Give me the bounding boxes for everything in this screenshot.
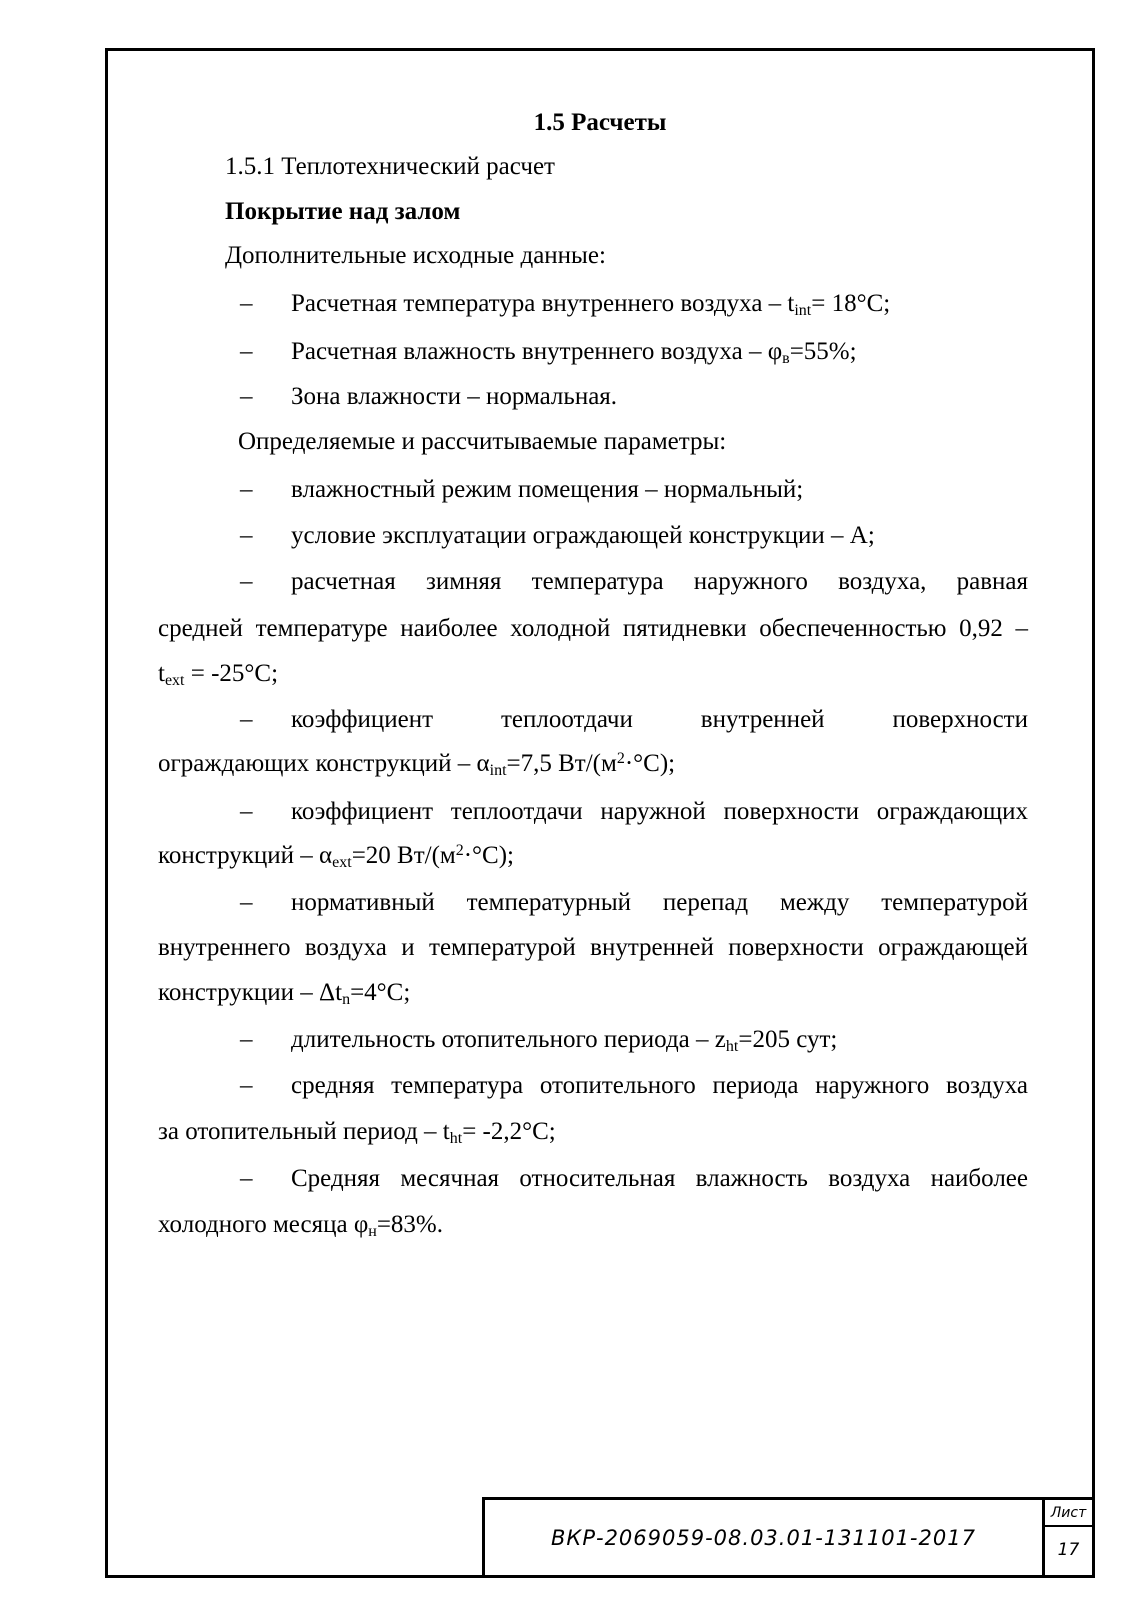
list-dash: –: [240, 476, 253, 503]
list-item: нормативный температурный перепад между температурой: [291, 889, 1028, 916]
list-item: коэффициент теплоотдачи внутренней поверхности: [291, 706, 1028, 733]
list-item-continued: конструкции – $\Delta t_n=4^\circ С$;: [158, 979, 411, 1008]
list-item: Средняя месячная относительная влажность воздуха наиболее: [291, 1165, 1028, 1192]
list-item: Расчетная температура внутреннего воздуха – $t_{int}= 18^\circ С$;: [291, 290, 891, 319]
list-dash: –: [240, 706, 253, 733]
list-dash: –: [240, 338, 253, 365]
list-dash: –: [240, 889, 253, 916]
list-item: коэффициент теплоотдачи наружной поверхности ограждающих: [291, 798, 1028, 825]
list-item-continued: ограждающих конструкций – $\alpha_{int}=7,5$ $Вт/(м^2\cdot^\circ С)$;: [158, 750, 676, 779]
list-item: условие эксплуатации ограждающей конструкции – А;: [291, 522, 875, 549]
list-dash: –: [240, 1072, 253, 1099]
list-item-continued: конструкций – $\alpha_{ext}=20$ $Вт/(м^2\cdot^\circ С)$;: [158, 842, 515, 871]
list-item-continued: внутреннего воздуха и температурой внутренней поверхности ограждающей: [158, 934, 1028, 961]
list-item-continued: холодного месяца $\varphi_н=83\%$.: [158, 1211, 443, 1240]
list-item: средняя температура отопительного периода наружного воздуха: [291, 1072, 1028, 1099]
list-dash: –: [240, 1026, 253, 1053]
sheet-number: 17: [1057, 1540, 1080, 1560]
list-item-continued: средней температуре наиболее холодной пятидневки обеспеченностью 0,92 –: [158, 615, 1028, 642]
list-dash: –: [240, 383, 253, 410]
list-dash: –: [240, 568, 253, 595]
list-item-continued: $t_{ext} = -25^\circ С$;: [158, 660, 279, 689]
list-item: Зона влажности – нормальная.: [291, 383, 618, 410]
list-item: влажностный режим помещения – нормальный;: [291, 476, 804, 503]
sheet-label: Лист: [1045, 1500, 1092, 1527]
list-item: расчетная зимняя температура наружного воздуха, равная: [291, 568, 1028, 595]
subsection-heading: 1.5.1 Теплотехнический расчет: [225, 153, 555, 180]
section-title: Покрытие над залом: [225, 198, 461, 225]
title-block: [482, 1497, 1092, 1576]
params-title: Определяемые и рассчитываемые параметры:: [238, 428, 727, 455]
list-dash: –: [240, 290, 253, 317]
list-dash: –: [240, 798, 253, 825]
list-item-continued: за отопительный период – $t_{ht}= -2,2^\circ С$;: [158, 1118, 556, 1147]
extra-data-title: Дополнительные исходные данные:: [225, 242, 606, 269]
list-item: Расчетная влажность внутреннего воздуха – $\varphi_в=55\%$;: [291, 338, 857, 367]
list-dash: –: [240, 1165, 253, 1192]
document-code: ВКР-2069059-08.03.01-131101-2017: [551, 1526, 976, 1550]
list-dash: –: [240, 522, 253, 549]
sheet-cell: [1042, 1500, 1092, 1576]
section-heading: 1.5 Расчеты: [533, 109, 667, 136]
list-item: длительность отопительного периода – $z_{ht}=205$ сут;: [291, 1026, 838, 1055]
